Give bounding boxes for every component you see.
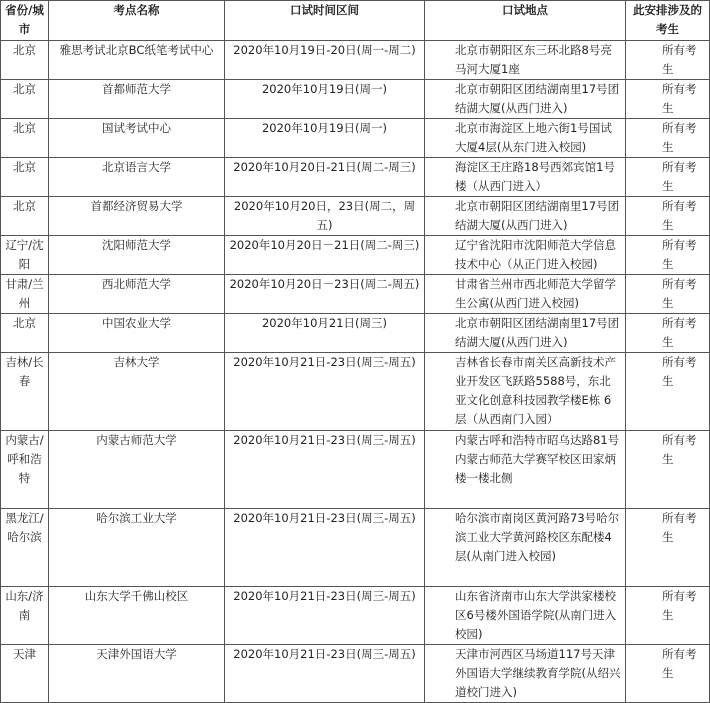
table-row — [1, 275, 710, 314]
cell-scope: 所有考生 — [626, 353, 710, 431]
cell-scope: 所有考生 — [626, 197, 710, 236]
table-row — [1, 431, 710, 509]
cell-scope: 所有考生 — [626, 431, 710, 509]
header-address: 口试地点 — [425, 1, 626, 41]
header-time: 口试时间区间 — [225, 1, 425, 41]
cell-city: 内蒙古/呼和浩特 — [1, 431, 49, 509]
cell-site: 吉林大学 — [49, 353, 225, 431]
cell-city: 天津 — [1, 645, 49, 703]
header-site: 考点名称 — [49, 1, 225, 41]
table-row — [1, 41, 710, 80]
cell-time: 2020年10月21日-23日(周三-周五) — [225, 645, 425, 703]
cell-site: 山东大学千佛山校区 — [49, 587, 225, 645]
cell-address: 吉林省长春市南关区高新技术产业开发区飞跃路5588号，东北亚文化创意科技园教学楼E栋 6层（从西南门入园） — [425, 353, 626, 431]
cell-address: 内蒙古呼和浩特市昭乌达路81号内蒙古师范大学赛罕校区田家炳楼一楼北侧 — [425, 431, 626, 509]
cell-scope: 所有考生 — [626, 158, 710, 197]
table-row — [1, 197, 710, 236]
cell-address: 天津市河西区马场道117号天津外国语大学继续教育学院(从绍兴道校门进入) — [425, 645, 626, 703]
cell-time: 2020年10月21日-23日(周三-周五) — [225, 431, 425, 509]
table-row — [1, 236, 710, 275]
cell-time: 2020年10月19日-20日(周一-周二) — [225, 41, 425, 80]
cell-city: 辽宁/沈阳 — [1, 236, 49, 275]
header-scope: 此安排涉及的考生 — [626, 1, 710, 41]
header-city: 省份/城市 — [1, 1, 49, 41]
table-row — [1, 645, 710, 703]
cell-time: 2020年10月20日，23日(周二，周五) — [225, 197, 425, 236]
cell-site: 内蒙古师范大学 — [49, 431, 225, 509]
cell-site: 中国农业大学 — [49, 314, 225, 353]
cell-city: 北京 — [1, 119, 49, 158]
table-header-row — [1, 1, 710, 41]
cell-site: 哈尔滨工业大学 — [49, 509, 225, 587]
table-row — [1, 158, 710, 197]
table-row — [1, 314, 710, 353]
cell-site: 沈阳师范大学 — [49, 236, 225, 275]
table-row — [1, 587, 710, 645]
cell-scope: 所有考生 — [626, 275, 710, 314]
table-row — [1, 119, 710, 158]
cell-scope: 所有考生 — [626, 645, 710, 703]
cell-time: 2020年10月19日(周一) — [225, 80, 425, 119]
cell-city: 北京 — [1, 158, 49, 197]
cell-site: 天津外国语大学 — [49, 645, 225, 703]
cell-city: 山东/济南 — [1, 587, 49, 645]
cell-site: 西北师范大学 — [49, 275, 225, 314]
cell-time: 2020年10月21日-23日(周三-周五) — [225, 587, 425, 645]
cell-time: 2020年10月19日(周一) — [225, 119, 425, 158]
cell-site: 北京语言大学 — [49, 158, 225, 197]
cell-address: 哈尔滨市南岗区黄河路73号哈尔滨工业大学黄河路校区东配楼4层(从南门进入校园) — [425, 509, 626, 587]
table-row — [1, 353, 710, 431]
cell-address: 北京市朝阳区团结湖南里17号团结湖大厦(从西门进入) — [425, 80, 626, 119]
cell-time: 2020年10月21日-23日(周三-周五) — [225, 509, 425, 587]
cell-scope: 所有考生 — [626, 236, 710, 275]
cell-address: 北京市海淀区上地六街1号国试大厦4层(从东门进入校园) — [425, 119, 626, 158]
cell-city: 北京 — [1, 41, 49, 80]
cell-address: 甘肃省兰州市西北师范大学留学生公寓(从西门进入校园) — [425, 275, 626, 314]
cell-time: 2020年10月20日-21日(周二-周三) — [225, 158, 425, 197]
cell-city: 北京 — [1, 314, 49, 353]
cell-address: 辽宁省沈阳市沈阳师范大学信息技术中心（从正门进入校园) — [425, 236, 626, 275]
cell-site: 雅思考试北京BC纸笔考试中心 — [49, 41, 225, 80]
cell-scope: 所有考生 — [626, 509, 710, 587]
cell-site: 首都师范大学 — [49, 80, 225, 119]
cell-city: 吉林/长春 — [1, 353, 49, 431]
cell-address: 北京市朝阳区东三环北路8号亮马河大厦1座 — [425, 41, 626, 80]
cell-site: 首都经济贸易大学 — [49, 197, 225, 236]
cell-address: 北京市朝阳区团结湖南里17号团结湖大厦(从西门进入) — [425, 197, 626, 236]
cell-city: 北京 — [1, 197, 49, 236]
cell-address: 山东省济南市山东大学洪家楼校区6号楼外国语学院(从南门进入校园) — [425, 587, 626, 645]
cell-scope: 所有考生 — [626, 587, 710, 645]
cell-city: 北京 — [1, 80, 49, 119]
cell-scope: 所有考生 — [626, 80, 710, 119]
cell-time: 2020年10月20日－21日(周二-周三) — [225, 236, 425, 275]
cell-city: 甘肃/兰州 — [1, 275, 49, 314]
cell-address: 北京市朝阳区团结湖南里17号团结湖大厦(从西门进入) — [425, 314, 626, 353]
cell-scope: 所有考生 — [626, 314, 710, 353]
cell-site: 国试考试中心 — [49, 119, 225, 158]
table-row — [1, 80, 710, 119]
cell-time: 2020年10月20日－23日(周二-周五) — [225, 275, 425, 314]
cell-time: 2020年10月21日-23日(周三-周五) — [225, 353, 425, 431]
cell-scope: 所有考生 — [626, 41, 710, 80]
cell-city: 黑龙江/哈尔滨 — [1, 509, 49, 587]
cell-address: 海淀区王庄路18号西郊宾馆1号楼（从西门进入） — [425, 158, 626, 197]
cell-time: 2020年10月21日(周三) — [225, 314, 425, 353]
cell-scope: 所有考生 — [626, 119, 710, 158]
table-row — [1, 509, 710, 587]
